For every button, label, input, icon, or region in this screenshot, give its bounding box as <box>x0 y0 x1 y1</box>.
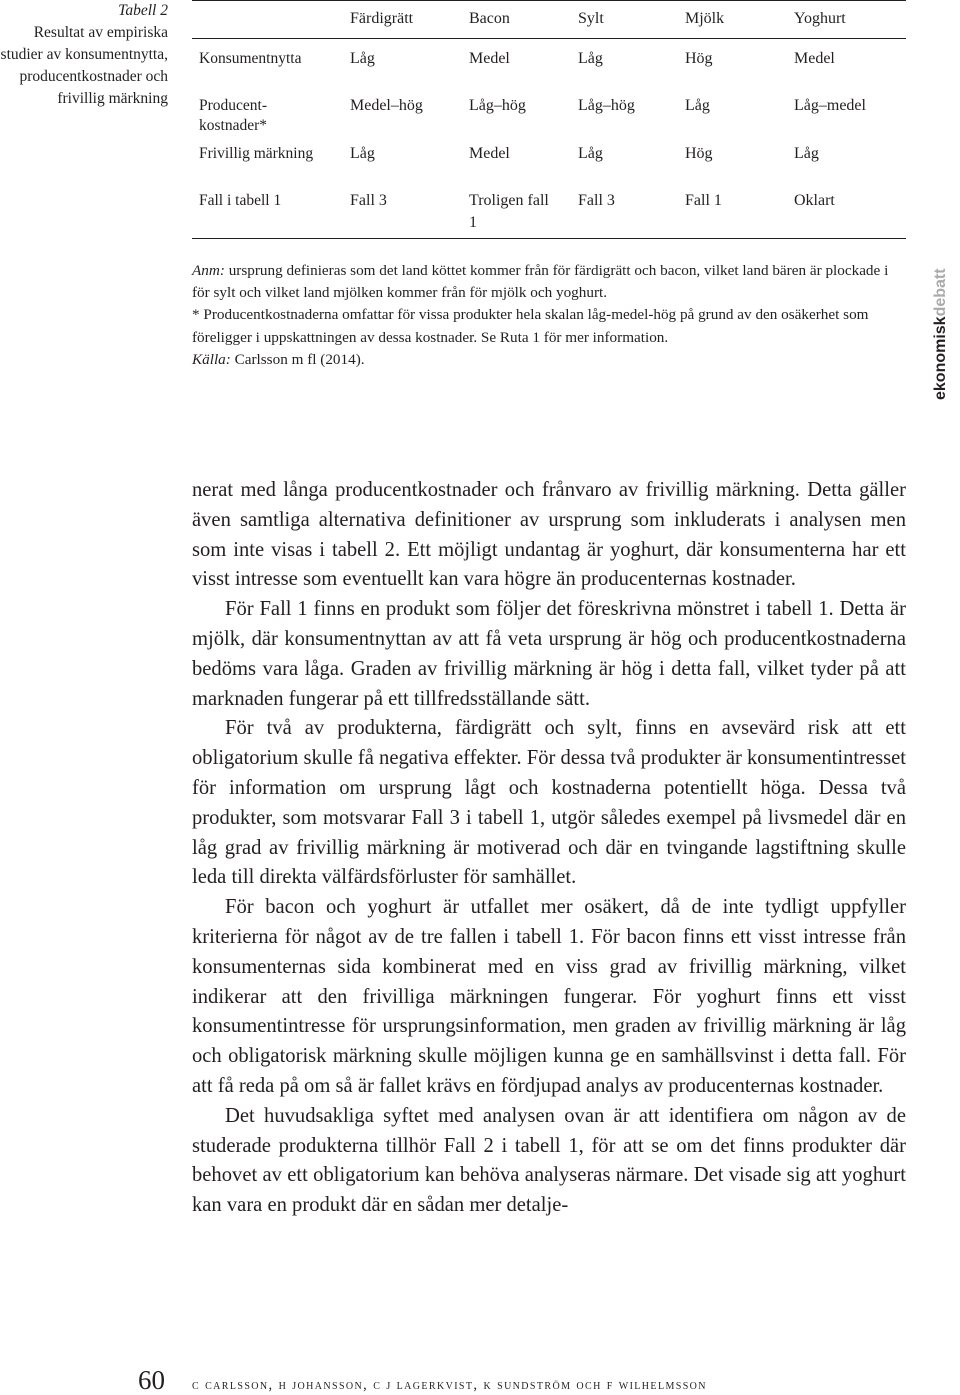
brand-part-2: debatt <box>932 268 949 317</box>
table-cell: Fall 3 <box>350 192 387 209</box>
note-source <box>192 349 906 371</box>
page-number: 60 <box>138 1365 165 1395</box>
table-cell: Låg <box>350 50 375 67</box>
table-header-rule <box>192 38 906 39</box>
column-header: Mjölk <box>685 10 725 27</box>
table-cell: Medel <box>469 145 510 162</box>
paragraph: Det huvudsakliga syftet med analysen ovan är att identifiera om någon av de studerade produkterna tillhör Fall 2 i tabell 1, för att se om det finns produkter där behovet av ett obligatorium kan behöva analyseras närmare. Det visade sig att yoghurt kan vara en produkt där en sådan mer detalje- <box>192 1104 906 1217</box>
table-cell: Låg <box>578 50 603 67</box>
table-caption <box>0 0 168 110</box>
running-footer-authors: c carlsson, h johansson, c j lagerkvist, k sundström och f wilhelmsson <box>192 1377 707 1393</box>
table-top-rule <box>192 0 906 1</box>
note-footnote: * Producentkostnaderna omfattar för vissa produkter hela skalan låg-medel-hög på grund av den osäkerhet som föreligger i uppskattningen av dessa kostnader. Se Ruta 1 för mer information. <box>192 306 869 346</box>
column-header: Yoghurt <box>794 10 846 27</box>
row-label: Frivillig märkning <box>199 145 314 162</box>
brand-part-1: ekonomisk <box>932 316 949 400</box>
table-cell: Låg <box>685 97 710 114</box>
table-cell: Låg <box>350 145 375 162</box>
table-number: Tabell 2 <box>118 2 168 19</box>
row-label: Producentkostnader* <box>199 97 268 134</box>
note-anm-text: ursprung definieras som det land köttet kommer från för färdigrätt och bacon, vilket land bären är plockade i för sylt och vilket land mjölken kommer från för mjölk och yoghurt. <box>192 262 889 302</box>
column-header: Sylt <box>578 10 604 27</box>
column-header: Bacon <box>469 10 510 27</box>
table-cell: Låg–medel <box>794 97 866 114</box>
note-anm-label: Anm: <box>192 262 225 279</box>
table-cell: Låg <box>578 145 603 162</box>
table-cell: Oklart <box>794 192 835 209</box>
table-cell: Medel <box>794 50 835 67</box>
paragraph: För två av produkterna, färdigrätt och sylt, finns en avsevärd risk att ett obligatorium skulle få negativa effekter. För dessa två produkter är konsumentintresset för information om ursprung lågt och kostnaderna potentiellt höga. Dessa två produkter, som motsvarar Fall 3 i tabell 1, utgör således exempel på livsmedel där en låg grad av frivillig märkning är motiverad och där en tvingande lagstiftning skulle leda till direkta välfärdsförluster för samhället. <box>192 717 906 889</box>
table-cell: Låg–hög <box>469 97 526 114</box>
note-source-label: Källa: <box>192 350 231 368</box>
journal-brand <box>932 268 950 400</box>
row-label: Konsumentnytta <box>199 50 302 67</box>
column-header: Färdigrätt <box>350 10 414 27</box>
table-cell: Hög <box>685 145 713 162</box>
row-label: Fall i tabell 1 <box>199 192 282 209</box>
paragraph: nerat med långa producentkostnader och frånvaro av frivillig märkning. Detta gäller även samtliga alternativa definitioner av ursprung som inkluderats i analysen men som inte visas i tabell 2. Ett möjligt undantag är yoghurt, där konsumenterna har ett visst intresse som eventuellt kan vara högre än producenternas kostnader. <box>192 479 906 591</box>
paragraph: För Fall 1 finns en produkt som följer det föreskrivna mönstret i tabell 1. Detta är mjölk, där konsumentnyttan av att få veta ursprung är hög och producentkostnaderna bedöms vara låga. Graden av frivillig märkning är hög i detta fall, vilket tyder på att marknaden fungerar på ett tillfredsställande sätt. <box>192 598 906 710</box>
table-cell: Låg <box>794 145 819 162</box>
table-bottom-rule <box>192 238 906 239</box>
table-cell: Medel <box>469 50 510 67</box>
table-cell: Fall 1 <box>685 192 722 209</box>
table-cell: Hög <box>685 50 713 67</box>
table-title: Resultat av empiriska studier av konsumentnytta, producentkostnader och frivillig märkning <box>0 24 168 107</box>
paragraph: För bacon och yoghurt är utfallet mer osäkert, då de inte tydligt uppfyller kriterierna för något av de tre fallen i tabell 1. För bacon finns ett visst intresse från konsumenternas sida kombinerat med en viss grad av frivillig märkning, vilket indikerar att den frivilliga märkningen fungerar. För yoghurt finns ett visst konsumentintresse för ursprungsinformation, men graden av frivillig märkning är låg och obligatorisk märkning skulle möjligen kunna ge en samhällsvinst i detta fall. För att få reda på om så är fallet krävs en fördjupad analys av producenternas kostnader. <box>192 896 906 1097</box>
note-anm <box>192 260 906 304</box>
table-cell: Medel–hög <box>350 97 423 114</box>
body-text <box>192 476 906 1221</box>
note-source-text: Carlsson m fl (2014). <box>230 350 365 368</box>
table-notes <box>192 260 906 371</box>
table-cell: Fall 3 <box>578 192 615 209</box>
table-cell: Troligen fall 1 <box>469 192 549 231</box>
table-cell: Låg–hög <box>578 97 635 114</box>
